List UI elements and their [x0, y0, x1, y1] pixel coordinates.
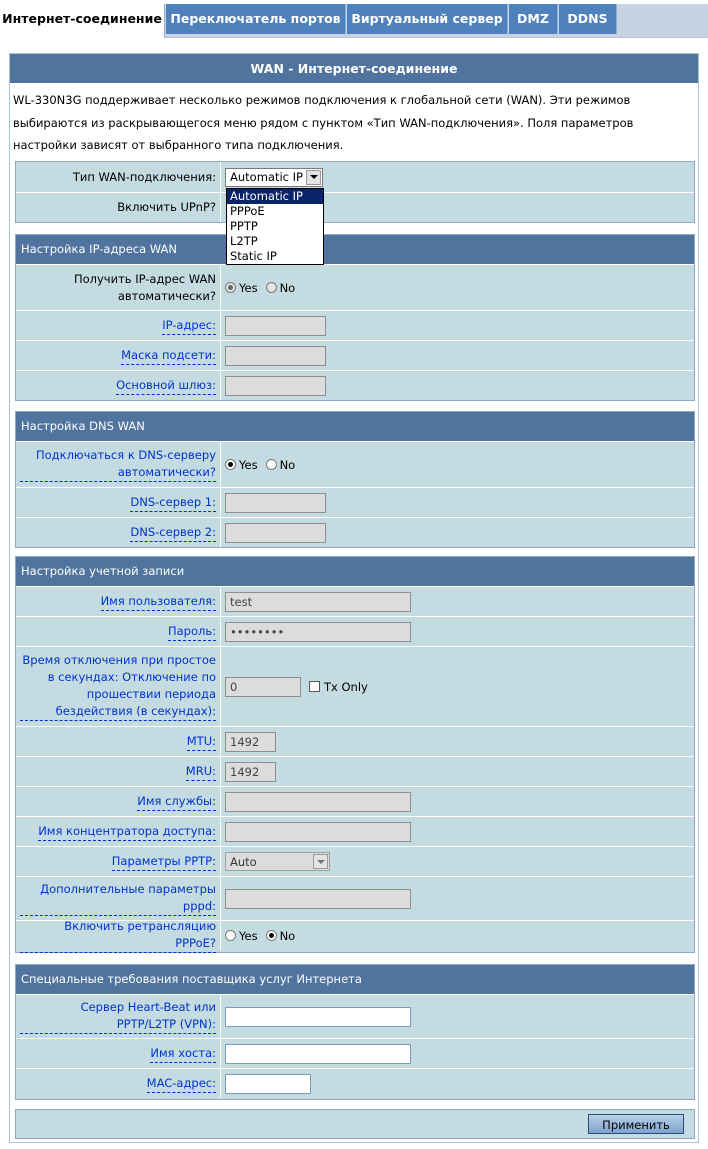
chevron-down-icon[interactable]: [313, 854, 328, 869]
ip-auto-yes-radio[interactable]: [225, 282, 236, 293]
tab-bar: [0, 0, 708, 38]
wan-type-box: [15, 161, 695, 223]
gateway-row: [16, 370, 694, 400]
ip-auto-row: [16, 264, 694, 310]
dns-auto-row: [16, 441, 694, 487]
main-panel: [9, 53, 699, 1143]
wan-type-select[interactable]: Automatic IP: [225, 168, 323, 187]
heartbeat-row: [16, 994, 694, 1038]
chevron-down-icon[interactable]: [306, 170, 321, 185]
pppoe-relay-row: [16, 920, 694, 950]
pppoe-relay-yes-radio[interactable]: [225, 930, 236, 941]
dns-settings-box: [15, 411, 695, 548]
gateway-input[interactable]: [225, 376, 326, 396]
apply-bar: [15, 1109, 695, 1139]
pppoe-relay-no-label: No: [279, 928, 296, 943]
page-title: WAN - Интернет-соединение: [10, 54, 698, 83]
wan-type-label: Тип WAN-подключения:: [16, 162, 221, 192]
username-row: [16, 586, 694, 616]
gateway-label: Основной шлюз:: [116, 377, 216, 395]
apply-button[interactable]: Применить: [588, 1114, 684, 1134]
dns-settings-title: Настройка DNS WAN: [16, 412, 694, 441]
subnet-mask-row: [16, 340, 694, 370]
ac-name-row: [16, 816, 694, 846]
subnet-mask-input[interactable]: [225, 346, 326, 366]
tx-only-label: Tx Only: [324, 679, 368, 694]
hostname-row: [16, 1038, 694, 1068]
idle-time-row: [16, 646, 694, 726]
service-name-input[interactable]: [225, 792, 411, 812]
ip-auto-label: Получить IP-адрес WAN автоматически?: [16, 265, 221, 310]
account-settings-title: Настройка учетной записи: [16, 557, 694, 586]
wan-type-dropdown-list: [226, 188, 324, 265]
intro-text: WL-330N3G поддерживает несколько режимов подключения к глобальной сети (WAN). Эти режимов выбираются из раскрывающегося меню рядом с пунктом «Тип WAN-подключения». Поля параметров настройки зависят от выбранного типа подключения.: [13, 93, 634, 152]
password-row: [16, 616, 694, 646]
dns2-label: DNS-сервер 2:: [130, 524, 216, 542]
mru-row: [16, 756, 694, 786]
ip-address-label: IP-адрес:: [162, 317, 216, 335]
tab-port-switch[interactable]: Переключатель портов: [166, 4, 346, 34]
dns1-input[interactable]: [225, 493, 326, 513]
mac-address-label: MAC-адрес:: [147, 1075, 216, 1093]
password-input[interactable]: [225, 622, 411, 642]
dns-auto-no-label: No: [279, 457, 296, 472]
dns-auto-yes-radio[interactable]: [225, 459, 236, 470]
pppd-options-row: [16, 876, 694, 920]
account-settings-box: [15, 556, 695, 953]
ip-address-input[interactable]: [225, 316, 326, 336]
subnet-mask-label: Маска подсети:: [121, 347, 216, 365]
mac-address-input[interactable]: [225, 1074, 311, 1094]
pptp-options-label: Параметры PPTP:: [112, 853, 216, 871]
hostname-label: Имя хоста:: [150, 1045, 216, 1063]
mru-label: MRU:: [186, 763, 216, 781]
tab-internet-connection[interactable]: Интернет-соединение: [0, 4, 165, 38]
tab-dmz[interactable]: DMZ: [509, 4, 558, 34]
username-input[interactable]: [225, 592, 411, 612]
ip-settings-box: [15, 234, 695, 401]
mtu-input[interactable]: [225, 732, 276, 752]
pptp-options-select[interactable]: Auto: [225, 852, 330, 871]
ac-name-label: Имя концентратора доступа:: [38, 823, 216, 841]
password-label: Пароль:: [168, 623, 216, 641]
idle-time-input[interactable]: [225, 677, 301, 697]
mtu-row: [16, 726, 694, 756]
pppoe-relay-no-radio[interactable]: [266, 930, 277, 941]
mac-address-row: [16, 1068, 694, 1098]
dns2-row: [16, 517, 694, 547]
tab-ddns[interactable]: DDNS: [559, 4, 617, 34]
username-label: Имя пользователя:: [101, 593, 216, 611]
ip-auto-yes-label: Yes: [239, 280, 258, 295]
dns2-input[interactable]: [225, 523, 326, 543]
isp-requirements-box: [15, 964, 695, 1100]
mru-input[interactable]: [225, 762, 276, 782]
service-name-row: [16, 786, 694, 816]
upnp-label: Включить UPnP?: [16, 193, 221, 222]
wan-type-option[interactable]: PPPoE: [230, 204, 265, 218]
wan-type-row: [16, 162, 694, 192]
ip-auto-no-label: No: [279, 280, 296, 295]
hostname-input[interactable]: [225, 1044, 411, 1064]
ip-address-row: [16, 310, 694, 340]
heartbeat-input[interactable]: [225, 1007, 411, 1027]
dns-auto-yes-label: Yes: [239, 457, 258, 472]
tab-virtual-server[interactable]: Виртуальный сервер: [347, 4, 508, 34]
dns1-label: DNS-сервер 1:: [130, 494, 216, 512]
ac-name-input[interactable]: [225, 822, 411, 842]
ip-settings-title: Настройка IP-адреса WAN: [16, 235, 694, 264]
wan-type-option[interactable]: Automatic IP: [227, 189, 323, 204]
tx-only-checkbox[interactable]: [309, 681, 320, 692]
idle-time-label: Время отключения при простое в секундах: Отключение по прошествии периода бездействия (в секундах):: [20, 652, 216, 721]
pppoe-relay-yes-label: Yes: [239, 928, 258, 943]
dns-auto-no-radio[interactable]: [266, 459, 277, 470]
isp-requirements-title: Специальные требования поставщика услуг Интернета: [16, 965, 694, 994]
service-name-label: Имя службы:: [137, 793, 216, 811]
pptp-options-row: [16, 846, 694, 876]
mtu-label: MTU:: [187, 733, 216, 751]
pppoe-relay-label: Включить ретрансляцию PPPoE?: [20, 918, 216, 953]
ip-auto-no-radio[interactable]: [266, 282, 277, 293]
dns-auto-label: Подключаться к DNS-серверу автоматически?: [20, 447, 216, 482]
upnp-row: [16, 192, 694, 222]
heartbeat-label: Сервер Heart-Beat или PPTP/L2TP (VPN):: [20, 999, 216, 1034]
pppd-options-input[interactable]: [225, 889, 411, 909]
wan-type-option[interactable]: L2TP: [230, 234, 258, 248]
wan-type-option[interactable]: PPTP: [230, 219, 258, 233]
pppd-options-label: Дополнительные параметры pppd:: [20, 881, 216, 916]
wan-type-option[interactable]: Static IP: [230, 249, 277, 263]
dns1-row: [16, 487, 694, 517]
